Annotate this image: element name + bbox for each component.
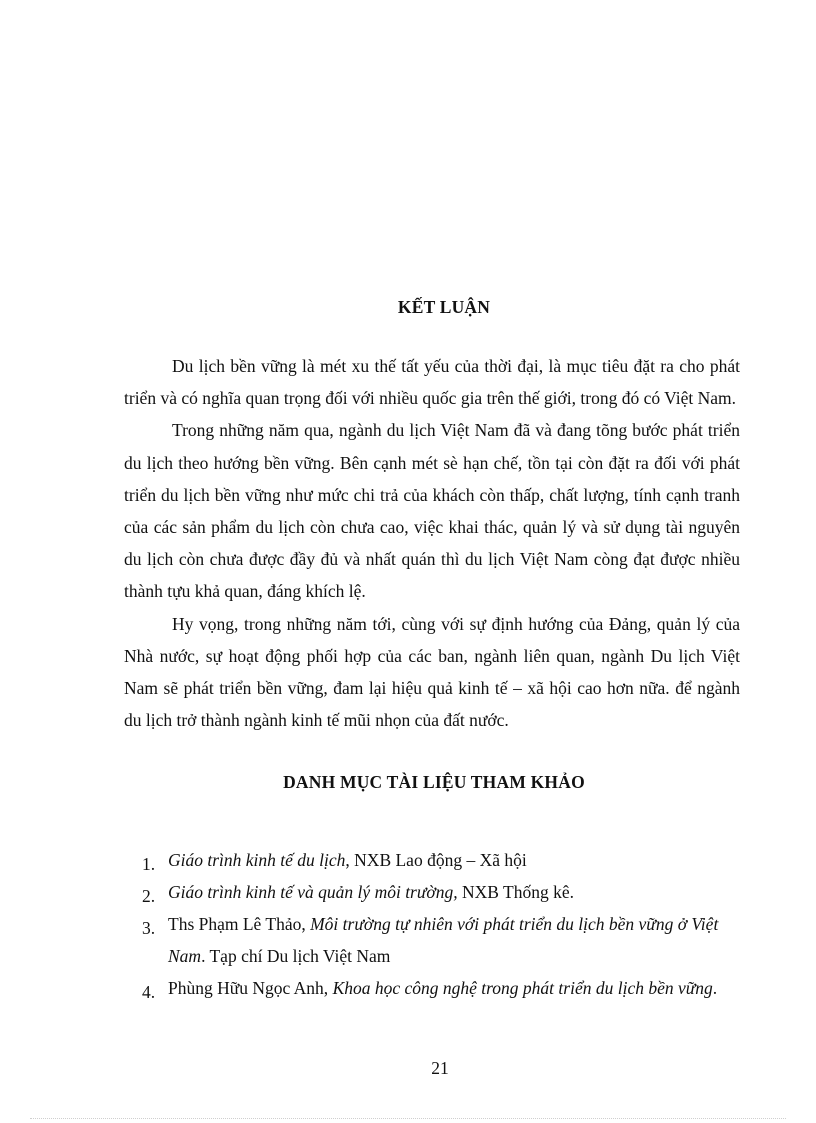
references-heading: DANH MỤC TÀI LIỆU THAM KHẢO [283, 772, 585, 792]
reference-number: 1. [142, 854, 156, 874]
reference-publisher: NXB Thống kê. [457, 882, 574, 902]
footer-divider [30, 1118, 786, 1119]
reference-title: Giáo trình kinh tế và quản lý môi trường, [168, 882, 458, 902]
reference-item [140, 908, 740, 972]
reference-title: Khoa học công nghệ trong phát triển du lịch bền vững [332, 978, 713, 998]
reference-author: Phùng Hữu Ngọc Anh, [168, 978, 333, 998]
reference-item [140, 844, 740, 876]
reference-title: Giáo trình kinh tế du lịch [168, 850, 346, 870]
reference-publisher: . Tạp chí Du lịch Việt Nam [201, 946, 391, 966]
paragraph: Du lịch bền vững là mét xu thế tất yếu của thời đại, là mục tiêu đặt ra cho phát triển và có nghĩa quan trọng đối với nhiều quốc gia trên thế giới, trong đó có Việt Nam. [124, 356, 740, 409]
reference-publisher: , NXB Lao động – Xã hội [345, 850, 527, 870]
conclusion-heading: KẾT LUẬN [397, 297, 491, 317]
paragraph: Trong những năm qua, ngành du lịch Việt Nam đã và đang tõng bước phát triển du lịch theo hướng bền vững. Bên cạnh mét sè hạn chế, tồn tại còn đặt ra đối với phát triển du lịch bền vững như mức chi trả của khách còn thấp, chất lượng, tính cạnh tranh của các sản phẩm du lịch còn chưa cao, việc khai thác, quản lý và sử dụng tài nguyên du lịch còn chưa được đầy đủ và nhất quán thì du lịch Việt Nam còng đạt được nhiều thành tựu khả quan, đáng khích lệ. [124, 420, 740, 602]
references-list [140, 844, 740, 1004]
reference-title: Môi trường tự nhiên với phát triển du lịch bền vững ở Việt Nam [168, 914, 719, 966]
reference-number: 3. [142, 918, 156, 938]
reference-publisher: . [712, 978, 718, 998]
reference-number: 2. [142, 886, 156, 906]
page-number: 21 [431, 1058, 449, 1078]
reference-number: 4. [142, 982, 156, 1002]
reference-author: Ths Phạm Lê Thảo, [168, 914, 311, 934]
paragraph: Hy vọng, trong những năm tới, cùng với sự định hướng của Đảng, quản lý của Nhà nước, sự hoạt động phối hợp của các ban, ngành liên quan, ngành Du lịch Việt Nam sẽ phát triển bền vững, đam lại hiệu quả kinh tế – xã hội cao hơn nữa. để ngành du lịch trở thành ngành kinh tế mũi nhọn của đất nước. [124, 613, 740, 731]
reference-item [140, 876, 740, 908]
conclusion-body [124, 350, 740, 736]
reference-item [140, 972, 740, 1004]
